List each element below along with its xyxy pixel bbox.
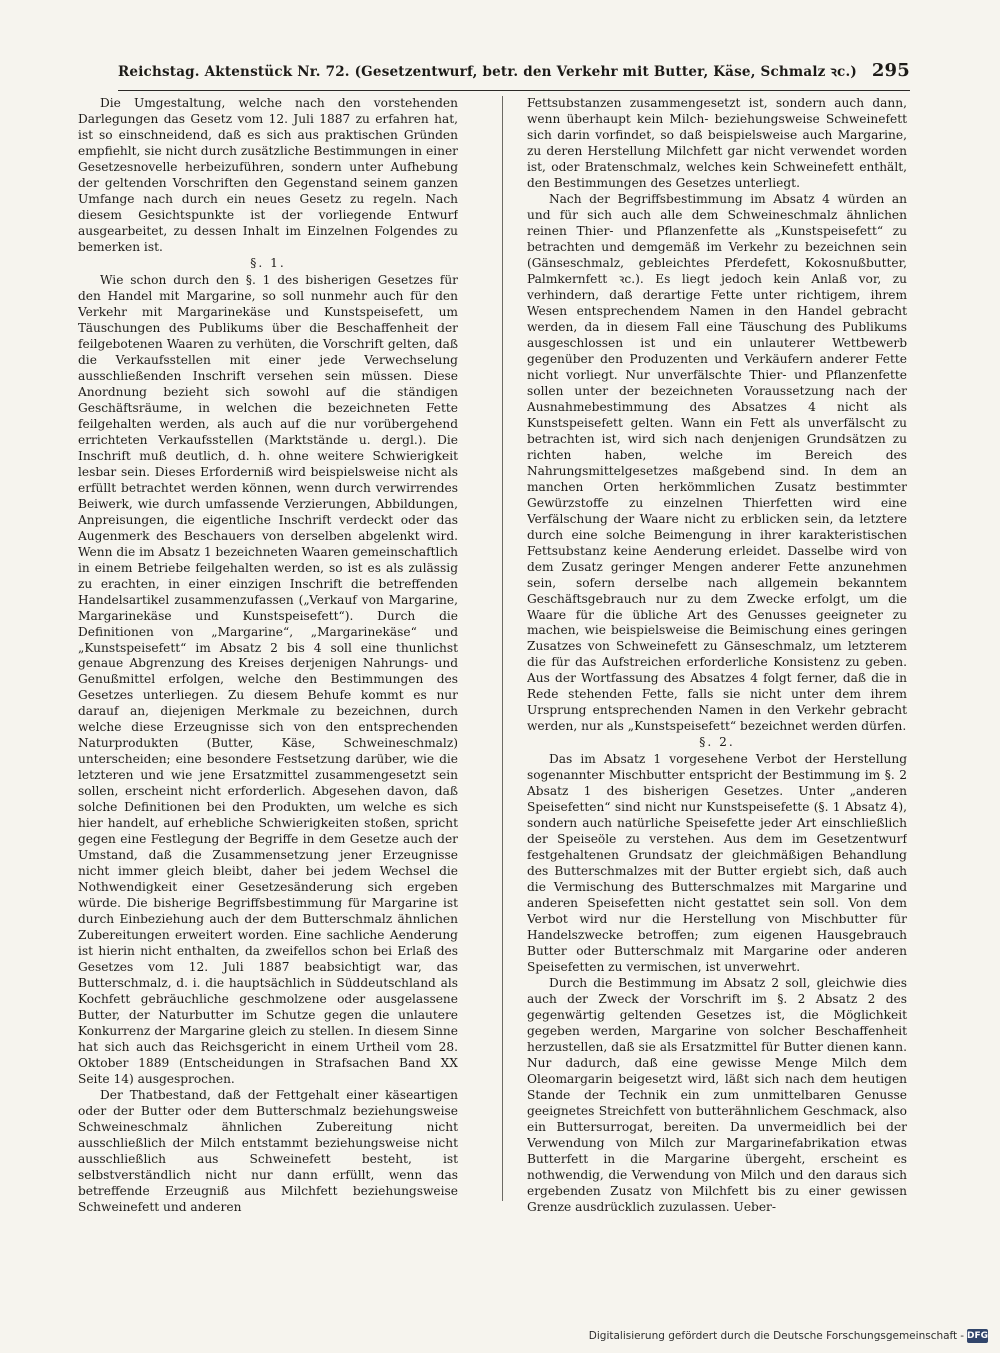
paragraph-thatbestand: Der Thatbestand, daß der Fettgehalt einer käseartigen oder der Butter oder dem Butterschmalz beziehungsweise Schweineschmalz ähnlichen Zubereitung nicht ausschließlich der Milch entstammt beziehungsweise nicht ausschließlich aus Schweinefett besteht, ist selbstverständlich nicht nur dann erfüllt, wenn das betreffende Erzeugniß aus Milchfett beziehungsweise Schweinefett und anderen xyxy=(78,1088,458,1214)
paragraph-absatz-2: Durch die Bestimmung im Absatz 2 soll, gleichwie dies auch der Zweck der Vorschrift im §. 2 Absatz 2 des gegenwärtig geltenden Gesetzes ist, die Möglichkeit gegeben werden, Margarine von solcher Beschaffenheit herzustellen, daß sie als Ersatzmittel für Butter dienen kann. Nur dadurch, daß eine gewisse Menge Milch dem Oleomargarin beigesetzt wird, läßt sich nach dem heutigen Stande der Technik ein zum unmittelbaren Genusse geeignetes Streichfett von butterähnlichem Geschmack, also ein Buttersurrogat, bereiten. Da unvermeidlich bei der Verwendung von Milch zur Margarinefabrikation etwas Butterfett in die Margarine übergeht, erscheint es nothwendig, die Verwendung von Milch und den daraus sich ergebenden Zusatz von Milchfett bis zu einer gewissen Grenze ausdrücklich zuzulassen. Ueber- xyxy=(527,976,907,1214)
paragraph-continuation: Fettsubstanzen zusammengesetzt ist, sondern auch dann, wenn überhaupt kein Milch- beziehungsweise Schweinefett sich darin vorfindet, so daß beispielsweise auch Margarine, zu deren Herstellung Milchfett gar nicht verwendet worden ist, oder Bratenschmalz, welches kein Schweinefett enthält, den Bestimmungen des Gesetzes unterliegt. xyxy=(527,96,907,190)
paragraph-section-1: Wie schon durch den §. 1 des bisherigen Gesetzes für den Handel mit Margarine, so soll nunmehr auch für den Verkehr mit Margarinekäse und Kunstspeisefett, um Täuschungen des Publikums über die Beschaffenheit der feilgebotenen Waaren zu verhüten, die Vorschrift gelten, daß die Verkaufsstellen mit einer jede Verwechselung ausschließenden Inschrift versehen sein müssen. Diese Anordnung bezieht sich sowohl auf die ständigen Geschäftsräume, in welchen die bezeichneten Fette feilgehalten werden, als auch auf die nur vorübergehend errichteten Verkaufsstellen (Marktstände u. dergl.). Die Inschrift muß deutlich, d. h. ohne weitere Schwierigkeit lesbar sein. Dieses Erforderniß wird beispielsweise nicht als erfüllt betrachtet werden können, wenn durch verwirrendes Beiwerk, wie durch umfassende Verzierungen, Abbildungen, Anpreisungen, die eigentliche Inschrift verdeckt oder das Augenmerk des Beschauers von derselben abgelenkt wird. Wenn die im Absatz 1 bezeichneten Waaren gemeinschaftlich in einem Betriebe feilgehalten werden, so ist es als zulässig zu erachten, in einer einzigen Inschrift die betreffenden Handelsartikel zusammenzufassen („Verkauf von Margarine, Margarinekäse und Kunstspeisefett“). Durch die Definitionen von „Margarine“, „Margarinekäse“ und „Kunstspeisefett“ im Absatz 2 bis 4 soll eine thunlichst genaue Abgrenzung des Kreises derjenigen Nahrungs- und Genußmittel erfolgen, welche den Bestimmungen des Gesetzes unterliegen. Zu diesem Behufe kommt es nur darauf an, diejenigen Merkmale zu bezeichnen, durch welche diese Erzeugnisse sich von den entsprechenden Naturprodukten (Butter, Käse, Schweineschmalz) unterscheiden; eine besondere Festsetzung darüber, wie die letzteren und wie jene Ersatzmittel zusammengesetzt sein sollen, erscheint nicht erforderlich. Abgesehen davon, daß solche Definitionen bei den Produkten, um welche es sich hier handelt, auf erhebliche Schwierigkeiten stoßen, spricht gegen eine Festlegung der Begriffe in dem Gesetze auch der Umstand, daß die Zusammensetzung jener Erzeugnisse nicht immer gleich bleibt, daher bei jedem Wechsel die Nothwendigkeit einer Gesetzesänderung sich ergeben würde. Die bisherige Begriffsbestimmung für Margarine ist durch Einbeziehung auch der dem Butterschmalz ähnlichen Zubereitungen erweitert worden. Eine sachliche Aenderung ist hierin nicht enthalten, da zweifellos schon bei Erlaß des Gesetzes vom 12. Juli 1887 beabsichtigt war, das Butterschmalz, d. i. die hauptsächlich in Süddeutschland als Kochfett gebräuchliche geschmolzene oder ausgelassene Butter, der Naturbutter im Schutze gegen die unlautere Konkurrenz der Margarine gleich zu stellen. In diesem Sinne hat sich auch das Reichsgericht in einem Urtheil vom 28. Oktober 1889 (Entscheidungen in Strafsachen Band XX Seite 14) ausgesprochen. xyxy=(78,272,458,1087)
header-rule xyxy=(118,90,910,91)
paragraph-section-2: Das im Absatz 1 vorgesehene Verbot der Herstellung sogenannter Mischbutter entspricht der Bestimmung im §. 2 Absatz 1 des bisherigen Gesetzes. Unter „anderen Speisefetten“ sind nicht nur Kunstspeisefette (§. 1 Absatz 4), sondern auch natürliche Speisefette jeder Art einschließlich der Speiseöle zu verstehen. Aus dem im Gesetzentwurf festgehaltenen Grundsatz der gleichmäßigen Behandlung des Butterschmalzes mit der Butter ergiebt sich, daß auch die Vermischung des Butterschmalzes mit Margarine und anderen Speisefetten nicht gestattet sein soll. Von dem Verbot wird nur die Herstellung von Mischbutter für Handelszwecke betroffen; zum eigenen Hausgebrauch Butter oder Butterschmalz mit Margarine oder anderen Speisefetten zu vermischen, ist unverwehrt. xyxy=(527,752,907,975)
running-header xyxy=(118,60,910,90)
right-column xyxy=(527,96,907,1221)
section-heading-1: §. 1. xyxy=(250,255,286,270)
credit-text: Digitalisierung gefördert durch die Deutsche Forschungsgemeinschaft xyxy=(588,1330,958,1342)
digitization-credit xyxy=(588,1328,988,1344)
page-number: 295 xyxy=(871,60,910,81)
section-heading-2: §. 2. xyxy=(699,735,735,750)
paragraph-begriffsbestimmung: Nach der Begriffsbestimmung im Absatz 4 würden an und für sich auch alle dem Schweineschmalz ähnlichen reinen Thier- und Pflanzenfette als „Kunstspeisefett“ zu betrachten und demgemäß im Verkehr zu bezeichnen sein (Gänseschmalz, gebleichtes Pferdefett, Kokosnußbutter, Palmkernfett ꝛc.). Es liegt jedoch kein Anlaß vor, zu verhindern, daß derartige Fette unter richtigem, ihrem Wesen entsprechendem Namen in den Handel gebracht werden, da in diesem Fall eine Täuschung des Publikums ausgeschlossen ist und ein unlauterer Wettbewerb gegenüber den Produzenten und Verkäufern anderer Fette nicht vorliegt. Nur unverfälschte Thier- und Pflanzenfette sollen unter der bezeichneten Voraussetzung nach der Ausnahmebestimmung des Absatzes 4 nicht als Kunstspeisefett gelten. Wann ein Fett als unverfälscht zu betrachten ist, wird sich nach denjenigen Grundsätzen zu richten haben, welche im Bereich des Nahrungsmittelgesetzes maßgebend sind. In dem an manchen Orten herkömmlichen Zusatz bestimmter Gewürzstoffe zu einzelnen Thierfetten wird eine Verfälschung der Waare nicht zu erblicken sein, da letztere durch eine solche Beimengung in ihrer karakteristischen Fettsubstanz keine Aenderung erleidet. Dasselbe wird von dem Zusatz geringer Mengen anderer Fette anzunehmen sein, sofern derselbe nach allgemein bekanntem Geschäftsgebrauch nur zu dem Zwecke erfolgt, um die Waare für die übliche Art des Genusses geeigneter zu machen, wie beispielsweise die Beimischung eines geringen Zusatzes von Schweinefett zu Gänseschmalz, um letzterem die für das Aufstreichen erforderliche Konsistenz zu geben. Aus der Wortfassung des Absatzes 4 folgt ferner, daß die in Rede stehenden Fette, falls sie nicht unter dem ihrem Ursprung entsprechenden Namen in den Verkehr gebracht werden, nur als „Kunstspeisefett“ bezeichnet werden dürfen. xyxy=(527,191,907,734)
credit-separator: - xyxy=(960,1330,964,1342)
left-column xyxy=(78,96,458,1221)
column-divider xyxy=(502,96,503,1201)
dfg-logo-icon: DFG xyxy=(966,1331,988,1341)
header-title: Reichstag. Aktenstück Nr. 72. (Gesetzentwurf, betr. den Verkehr mit Butter, Käse, Schmalz ꝛc.) xyxy=(118,64,857,80)
paragraph-intro: Die Umgestaltung, welche nach den vorstehenden Darlegungen das Gesetz vom 12. Juli 1887 zu erfahren hat, ist so einschneidend, daß es sich aus praktischen Gründen empfiehlt, sie nicht durch zusätzliche Bestimmungen in einer Gesetzesnovelle herbeizuführen, sondern unter Aufhebung der geltenden Vorschriften den Gegenstand seinem ganzen Umfange nach durch ein neues Gesetz zu regeln. Nach diesem Gesichtspunkte ist der vorliegende Entwurf ausgearbeitet, zu dessen Inhalt im Einzelnen Folgendes zu bemerken ist. xyxy=(78,96,458,254)
